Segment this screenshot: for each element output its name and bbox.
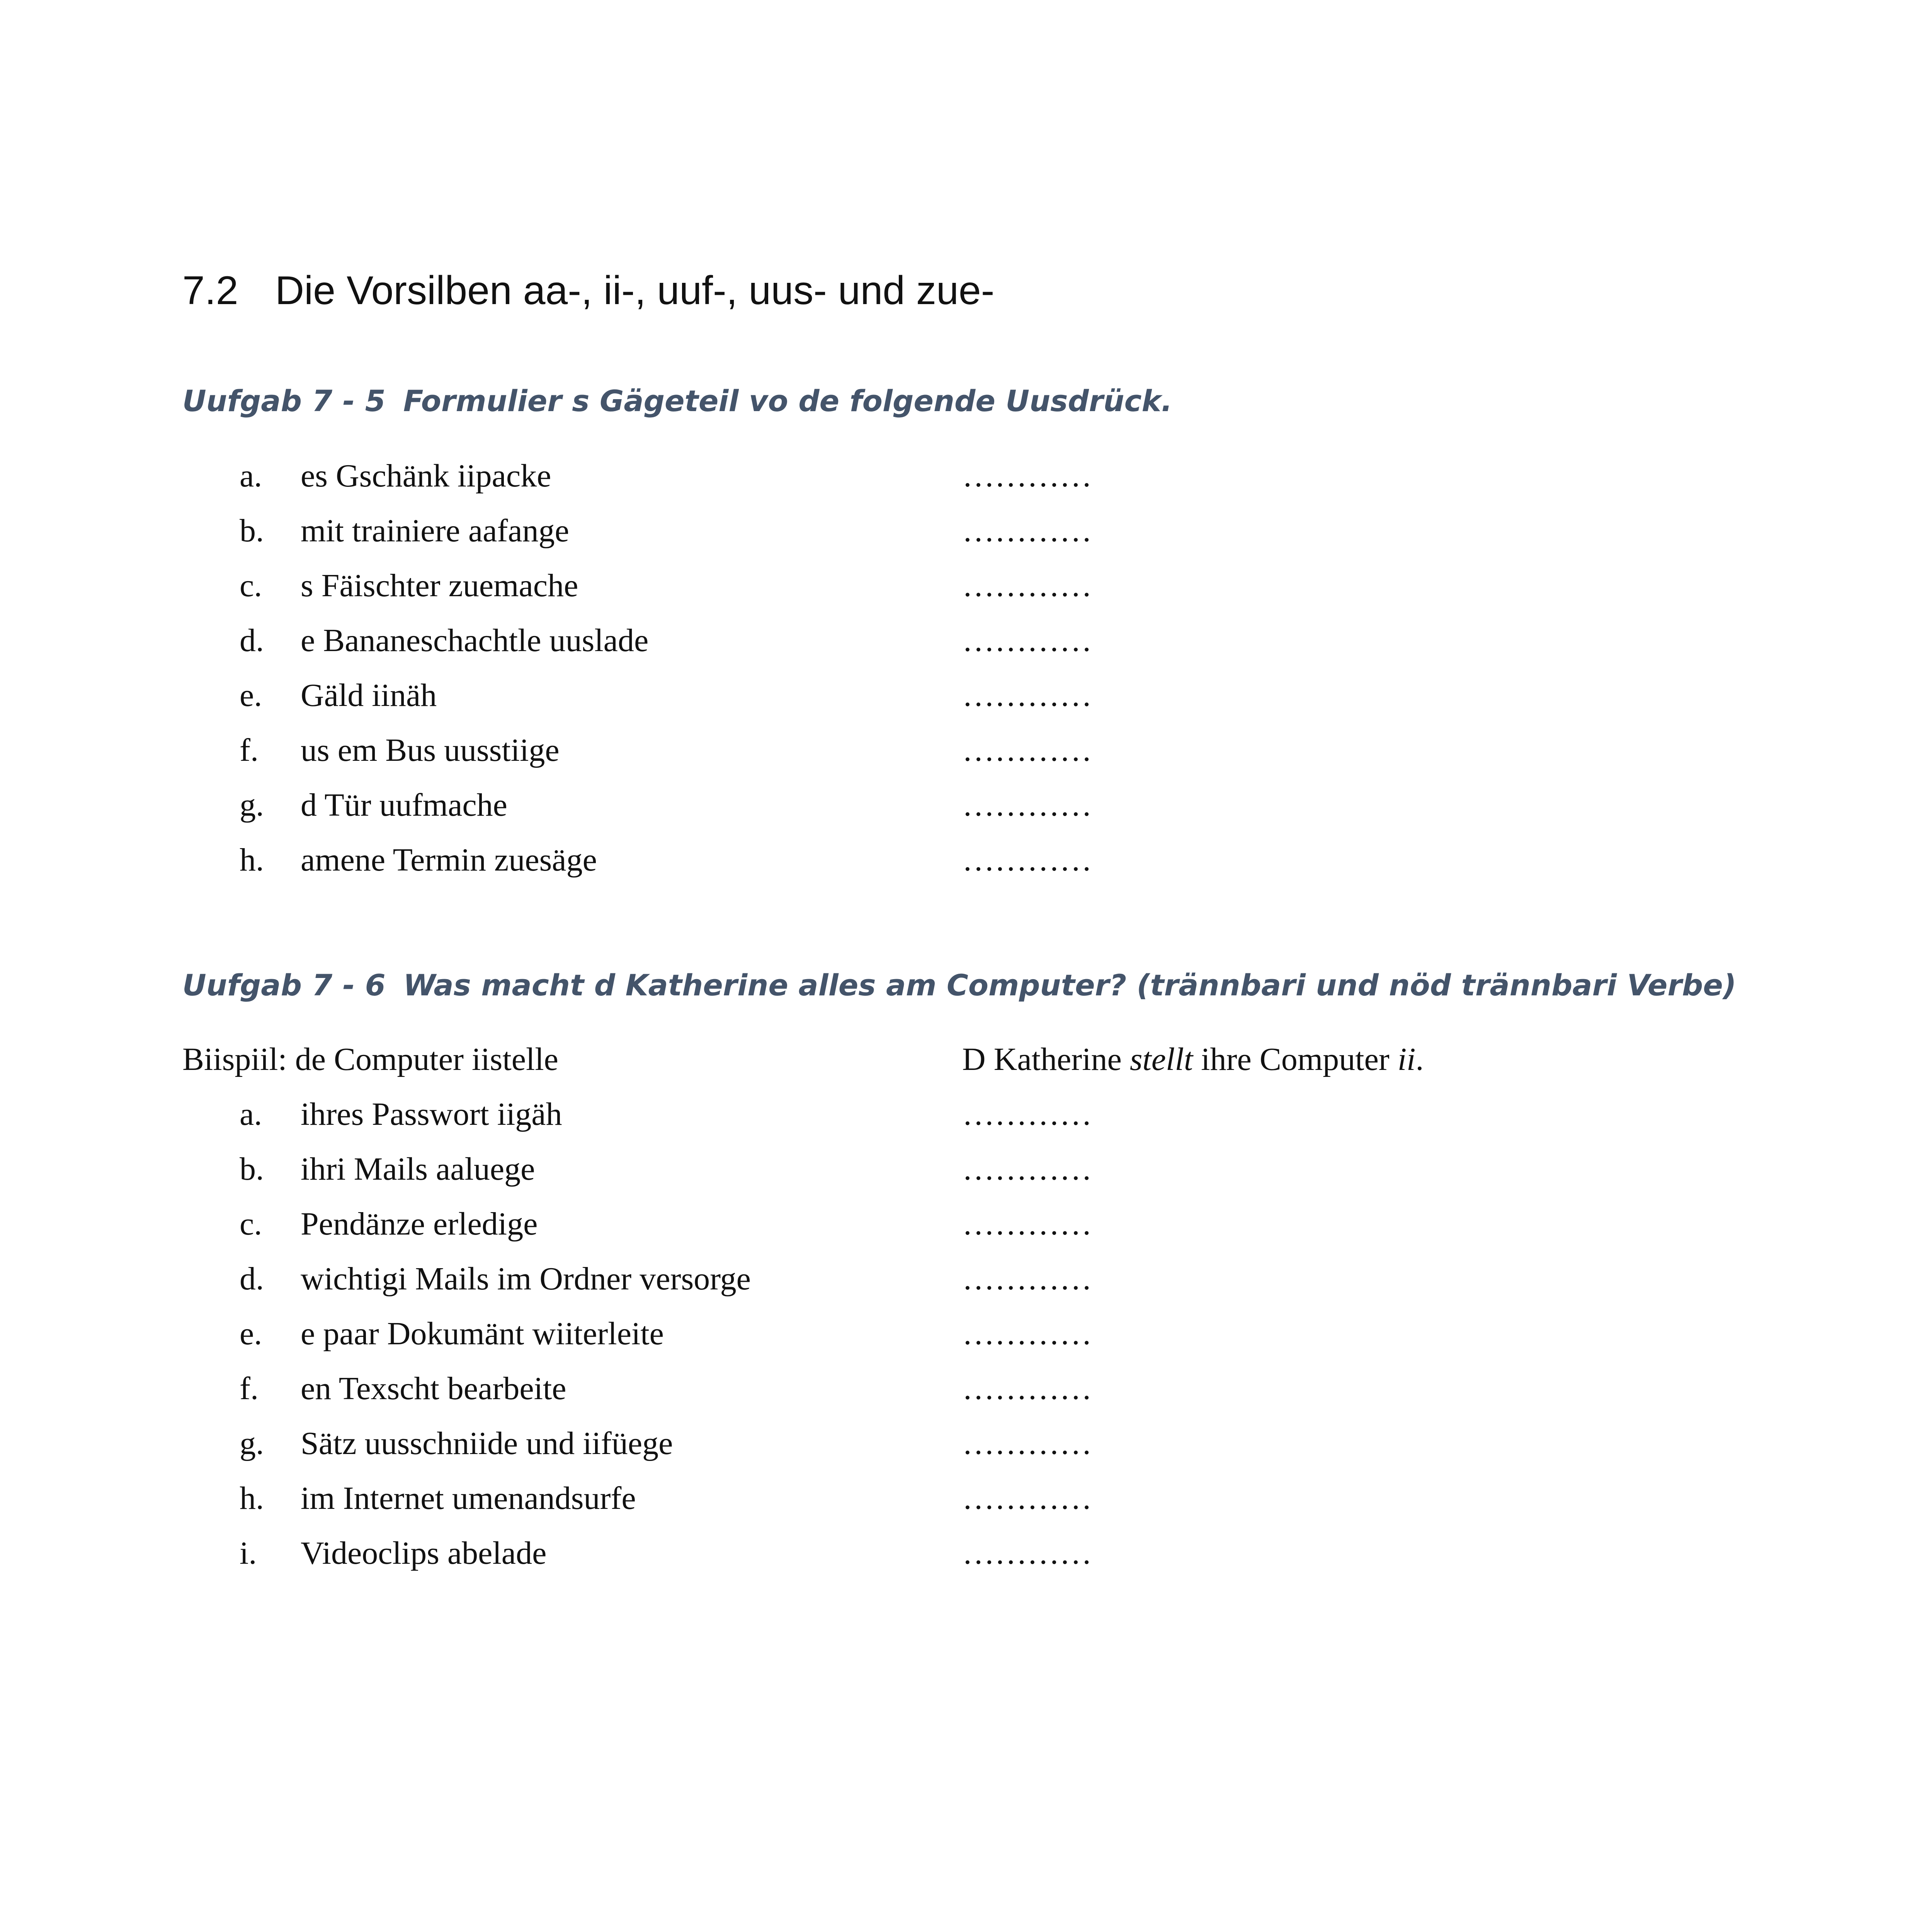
- list-item: [0, 1482, 1917, 1537]
- answer-blank: …………: [962, 842, 1092, 878]
- item-letter: e.: [240, 1316, 262, 1352]
- list-item: [0, 1208, 1917, 1263]
- answer-blank: …………: [962, 1425, 1092, 1461]
- answer-blank: …………: [962, 1151, 1092, 1187]
- item-text: es Gschänk iipacke: [301, 458, 551, 494]
- item-text: Sätz uusschniide und iifüege: [301, 1425, 673, 1461]
- example-answer: [962, 1043, 1424, 1076]
- list-item: [0, 1427, 1917, 1482]
- example-answer-middle: ihre Computer: [1193, 1041, 1398, 1077]
- item-letter: d.: [240, 1261, 264, 1297]
- example-answer-verb: stellt: [1129, 1041, 1193, 1077]
- item-letter: f.: [240, 1371, 259, 1406]
- answer-blank: …………: [962, 622, 1092, 658]
- answer-blank: …………: [962, 1480, 1092, 1516]
- task-7-5-list: [0, 460, 1917, 899]
- list-item: [0, 679, 1917, 734]
- item-text: Gäld iinäh: [301, 677, 437, 713]
- answer-blank: …………: [962, 732, 1092, 768]
- item-text: e Bananeschachtle uuslade: [301, 622, 649, 658]
- answer-blank: …………: [962, 1096, 1092, 1132]
- example-answer-start: D Katherine: [962, 1041, 1130, 1077]
- item-text: us em Bus uusstiige: [301, 732, 560, 768]
- answer-blank: …………: [962, 1316, 1092, 1352]
- list-item: [0, 734, 1917, 789]
- task-7-6-heading: [182, 968, 1737, 1002]
- answer-blank: …………: [962, 458, 1092, 494]
- list-item: [0, 844, 1917, 899]
- item-text: e paar Dokumänt wiiterleite: [301, 1316, 664, 1352]
- example-label: Biispiil: de Computer iistelle: [182, 1041, 558, 1077]
- item-letter: d.: [240, 622, 264, 658]
- answer-blank: …………: [962, 568, 1092, 604]
- item-letter: c.: [240, 568, 262, 604]
- item-letter: b.: [240, 1151, 264, 1187]
- item-letter: c.: [240, 1206, 262, 1242]
- list-item: [0, 570, 1917, 624]
- list-item: [0, 1263, 1917, 1318]
- item-letter: b.: [240, 513, 264, 549]
- item-letter: h.: [240, 1480, 264, 1516]
- section-number: 7.2: [182, 268, 238, 313]
- item-text: ihri Mails aaluege: [301, 1151, 535, 1187]
- task-7-6-instruction: Was macht d Katherine alles am Computer? (trännbari und nöd trännbari Verbe): [403, 968, 1737, 1002]
- list-item: [0, 624, 1917, 679]
- answer-blank: …………: [962, 1535, 1092, 1571]
- list-item: [0, 1318, 1917, 1372]
- item-letter: e.: [240, 677, 262, 713]
- item-text: ihres Passwort iigäh: [301, 1096, 562, 1132]
- answer-blank: …………: [962, 1206, 1092, 1242]
- answer-blank: …………: [962, 1371, 1092, 1406]
- item-letter: f.: [240, 732, 259, 768]
- list-item: [0, 515, 1917, 570]
- item-letter: g.: [240, 1425, 264, 1461]
- section-heading: [182, 270, 994, 311]
- item-text: en Texscht bearbeite: [301, 1371, 566, 1406]
- list-item: [0, 1372, 1917, 1427]
- list-item: [0, 1098, 1917, 1153]
- item-text: Pendänze erledige: [301, 1206, 538, 1242]
- item-letter: a.: [240, 1096, 262, 1132]
- item-letter: i.: [240, 1535, 257, 1571]
- list-item: [0, 1537, 1917, 1592]
- item-text: im Internet umenandsurfe: [301, 1480, 636, 1516]
- item-text: Videoclips abelade: [301, 1535, 547, 1571]
- item-letter: h.: [240, 842, 264, 878]
- task-7-5-instruction: Formulier s Gägeteil vo de folgende Uusdrück.: [403, 384, 1172, 418]
- example-answer-end: .: [1415, 1041, 1424, 1077]
- item-text: d Tür uufmache: [301, 787, 507, 823]
- item-text: amene Termin zuesäge: [301, 842, 597, 878]
- item-text: wichtigi Mails im Ordner versorge: [301, 1261, 751, 1297]
- task-7-6-list: [0, 1043, 1917, 1592]
- item-letter: a.: [240, 458, 262, 494]
- item-letter: g.: [240, 787, 264, 823]
- section-title: Die Vorsilben aa-, ii-, uuf-, uus- und zue-: [275, 268, 995, 313]
- task-7-6-label: Uufgab 7 - 6: [182, 968, 386, 1002]
- task-7-5-label: Uufgab 7 - 5: [182, 384, 386, 418]
- item-text: mit trainiere aafange: [301, 513, 569, 549]
- example-answer-prefix: ii: [1397, 1041, 1416, 1077]
- answer-blank: …………: [962, 513, 1092, 549]
- answer-blank: …………: [962, 677, 1092, 713]
- task-7-5-heading: [182, 386, 1172, 416]
- answer-blank: …………: [962, 1261, 1092, 1297]
- list-item: [0, 789, 1917, 844]
- answer-blank: …………: [962, 787, 1092, 823]
- example-row: [0, 1043, 1917, 1098]
- list-item: [0, 1153, 1917, 1208]
- list-item: [0, 460, 1917, 515]
- item-text: s Fäischter zuemache: [301, 568, 578, 604]
